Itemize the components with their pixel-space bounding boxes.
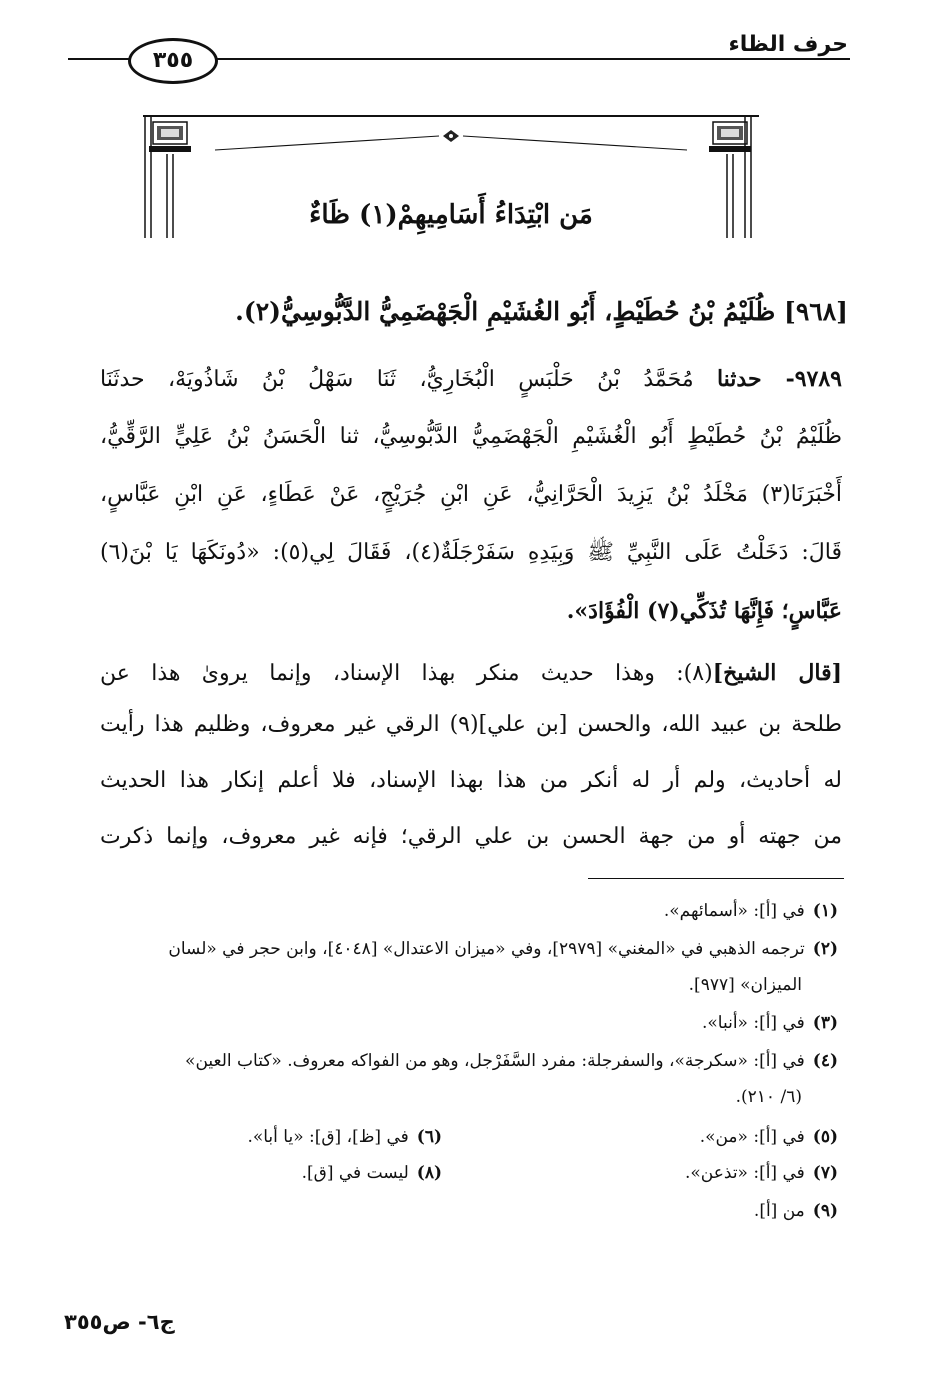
footnote-text: في [أ]: «أسمائهم».: [663, 901, 805, 921]
footnote-text: (٦/ ٢١٠).: [735, 1087, 802, 1107]
footnote-number: (٩): [812, 1201, 838, 1221]
footnote-number: (٥): [812, 1127, 838, 1147]
line-text: طلحة بن عبيد الله، والحسن [بن علي](٩) الرقي غير معروف، وظليم هذا رأيت: [100, 712, 842, 737]
line-text: له أحاديث، ولم أر له أنكر من هذا بهذا الإسناد، فلا أعلم إنكار هذا الحديث: [100, 768, 842, 793]
footnote: [302, 1156, 442, 1190]
body-line: [100, 588, 842, 634]
body-line: [100, 530, 842, 576]
footnote-number: (١): [812, 901, 838, 921]
footnote-rule: [588, 878, 844, 879]
chapter-title: حرف الظاء: [728, 32, 848, 57]
body-line: [100, 650, 842, 697]
footnote: [247, 1120, 442, 1154]
line-text: ظُلَيْمُ بْنُ حُطَيْطٍ أَبُو الْغُشَيْمِ الْجَهْضَمِيُّ الدَّبُّوسِيُّ، ثنا الْحَسَنُ بْنُ عَلِيٍّ الرَّقِّيُّ،: [100, 424, 842, 449]
footnote-text: في [ظ]، [ق]: «يا أبا».: [247, 1127, 409, 1147]
body-line: [100, 472, 842, 518]
footnote-number: (٣): [812, 1013, 838, 1033]
center-motif-icon: [443, 130, 459, 142]
body-line: [100, 758, 842, 804]
line-text: عَبَّاسٍ؛ فَإِنَّهَا تُذَكِّي(٧) الْفُؤَادَ».: [566, 598, 842, 624]
body-line: [100, 356, 842, 403]
line-text: (٨): وهذا حديث منكر بهذا الإسناد، وإنما يروىٰ هذا عن: [100, 661, 713, 686]
footnote-text: ترجمه الذهبي في «المغني» [٢٩٧٩]، وفي «ميزان الاعتدال» [٤٠٤٨]، وابن حجر في «لسان: [168, 939, 805, 959]
footnote-number: (٨): [416, 1163, 442, 1183]
entry-heading: [٩٦٨] ظُلَيْمُ بْنُ حُطَيْطٍ، أَبُو الغُشَيْمِ الْجَهْضَمِيُّ الدَّبُّوسِيُّ(٢).: [235, 297, 848, 326]
section-title: مَن ابْتِدَاءُ أَسَامِيهِمْ(١) ظَاءٌ: [309, 200, 593, 230]
hadith-number: ٩٧٨٩- حدثنا: [716, 366, 842, 392]
footnote: [700, 1120, 838, 1154]
body-line: [100, 814, 842, 860]
footnote-text: في [أ]: «سكرجة»، والسفرجلة: مفرد السَّفَرْجل، وهو من الفواكه معروف. «كتاب العين»: [185, 1051, 805, 1071]
line-text: قَالَ: دَخَلْتُ عَلَى النَّبِيِّ ﷺ وَبِيَدِهِ سَفَرْجَلَةٌ(٤)، فَقَالَ لِي(٥): «دُونَكَهَا يَا بْنَ(٦): [100, 540, 842, 565]
line-text: أَخْبَرَنَا(٣) مَخْلَدُ بْنُ يَزِيدَ الْحَرَّانِيُّ، عَنِ ابْنِ جُرَيْجٍ، عَنْ عَطَاءٍ، عَنِ ابْنِ عَبَّاسٍ،: [100, 482, 842, 507]
footnote-text: من [أ].: [753, 1201, 805, 1221]
footnote: [168, 932, 838, 966]
footnote-number: (٢): [812, 939, 838, 959]
footnote-continuation: [689, 968, 802, 1002]
footnote-continuation: [736, 1080, 802, 1114]
page-reference: ج٦- ص٣٥٥: [64, 1310, 175, 1334]
footnote-text: ليست في [ق].: [301, 1163, 409, 1183]
footnote-text: في [أ]: «أنبا».: [701, 1013, 805, 1033]
footnote-text: في [أ]: «تذعن».: [685, 1163, 805, 1183]
footnote: [754, 1194, 838, 1228]
line-text: من جهته أو من جهة الحسن بن علي الرقي؛ فإنه غير معروف، وإنما ذكرت: [100, 824, 842, 849]
footnote: [664, 894, 838, 928]
footnote-text: الميزان» [٩٧٧].: [688, 975, 802, 995]
footnote-number: (٤): [812, 1051, 838, 1071]
footnote-text: في [أ]: «من».: [699, 1127, 805, 1147]
footnote: [685, 1156, 838, 1190]
footnote-number: (٧): [812, 1163, 838, 1183]
footnote: [185, 1044, 838, 1078]
body-line: [100, 702, 842, 748]
footnote-number: (٦): [416, 1127, 442, 1147]
page-number: ٣٥٥: [128, 38, 218, 84]
footnote: [702, 1006, 838, 1040]
sheikh-label: [قال الشيخ]: [712, 660, 842, 686]
line-text: مُحَمَّدُ بْنُ حَلْبَسٍ الْبُخَارِيُّ، ثَنَا سَهْلُ بْنُ شَاذُويَهْ، حدثَنَا: [100, 367, 717, 392]
body-line: [100, 414, 842, 460]
